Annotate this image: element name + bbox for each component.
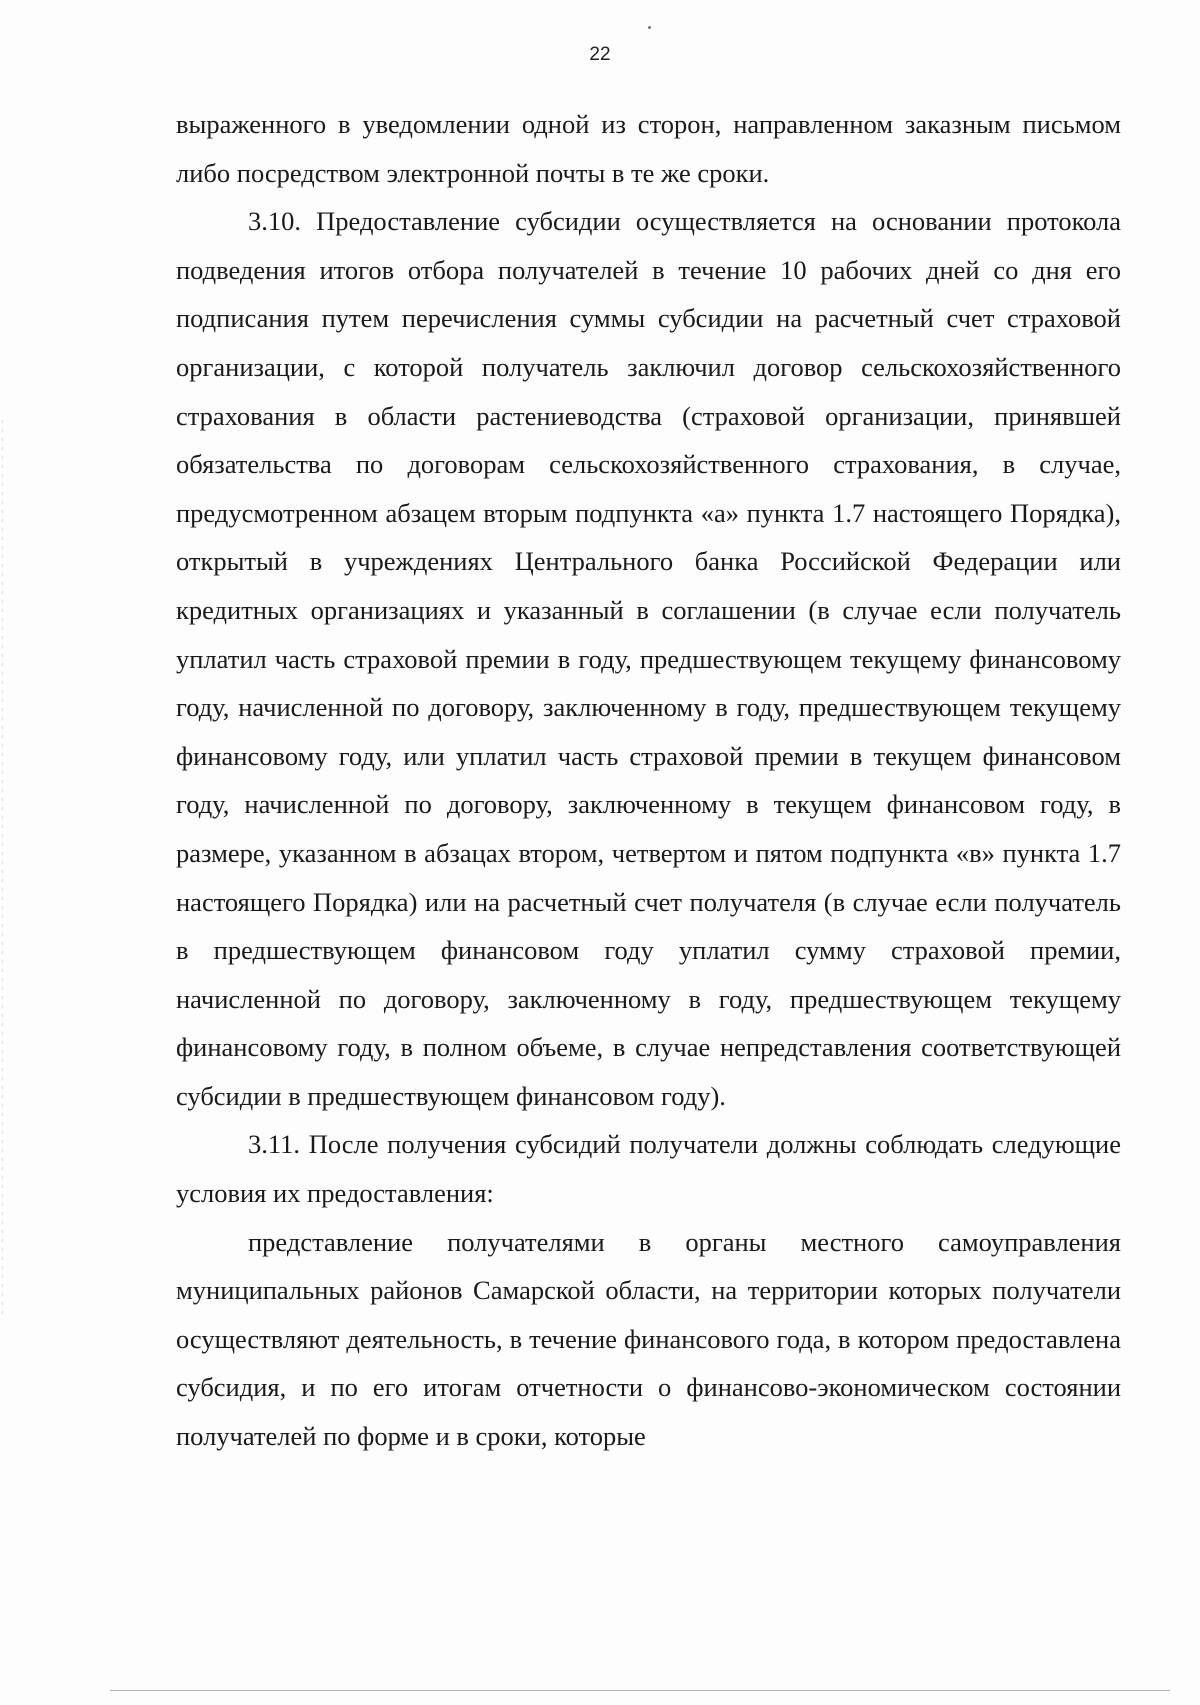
scan-artifact-edge: [2, 420, 3, 1320]
paragraph-continuation: выраженного в уведомлении одной из сторон, направленном заказным письмом либо посредством электронной почты в те же сроки.: [176, 109, 1121, 188]
scan-artifact-dot: [648, 26, 651, 29]
paragraph-condition-1: представление получателями в органы местного самоуправления муниципальных районов Самарской области, на территории которых получатели осуществляют деятельность, в течение финансового года, в котором предоставлена субсидия, и по его итогам отчетности о финансово-экономическом состоянии получателей по форме и в сроки, которые: [176, 1226, 1121, 1452]
paragraph-3-11: 3.11. После получения субсидий получатели должны соблюдать следующие условия их предоставления:: [176, 1129, 1121, 1209]
page-number: 22: [589, 44, 611, 65]
scan-artifact-bottom-line: [110, 1690, 1170, 1691]
paragraph-3-10: 3.10. Предоставление субсидии осуществляется на основании протокола подведения итогов отбора получателей в течение 10 рабочих дней со дня его подписания путем перечисления суммы субсидии на расчетный счет страховой организации, с которой получатель заключил договор сельскохозяйственного страхования в области растениеводства (страховой организации, принявшей обязательства по договорам сельскохозяйственного страхования, в случае, предусмотренном абзацем вторым подпункта «а» пункта 1.7 настоящего Порядка), открытый в учреждениях Центрального банка Российской Федерации или кредитных организациях и указанный в соглашении (в случае если получатель уплатил часть страховой премии в году, предшествующем текущему финансовому году, начисленной по договору, заключенному в году, предшествующем текущему финансовому году, или уплатил часть страховой премии в текущем финансовом году, начисленной по договору, заключенному в текущем финансовом году, в размере, указанном в абзацах втором, четвертом и пятом подпункта «в» пункта 1.7 настоящего Порядка) или на расчетный счет получателя (в случае если получатель в предшествующем финансовом году уплатил сумму страховой премии, начисленной по договору, заключенному в году, предшествующем текущему финансовому году, в полном объеме, в случае непредставления соответствующей субсидии в предшествующем финансовом году).: [176, 206, 1121, 1111]
body-text: [176, 100, 1121, 1461]
